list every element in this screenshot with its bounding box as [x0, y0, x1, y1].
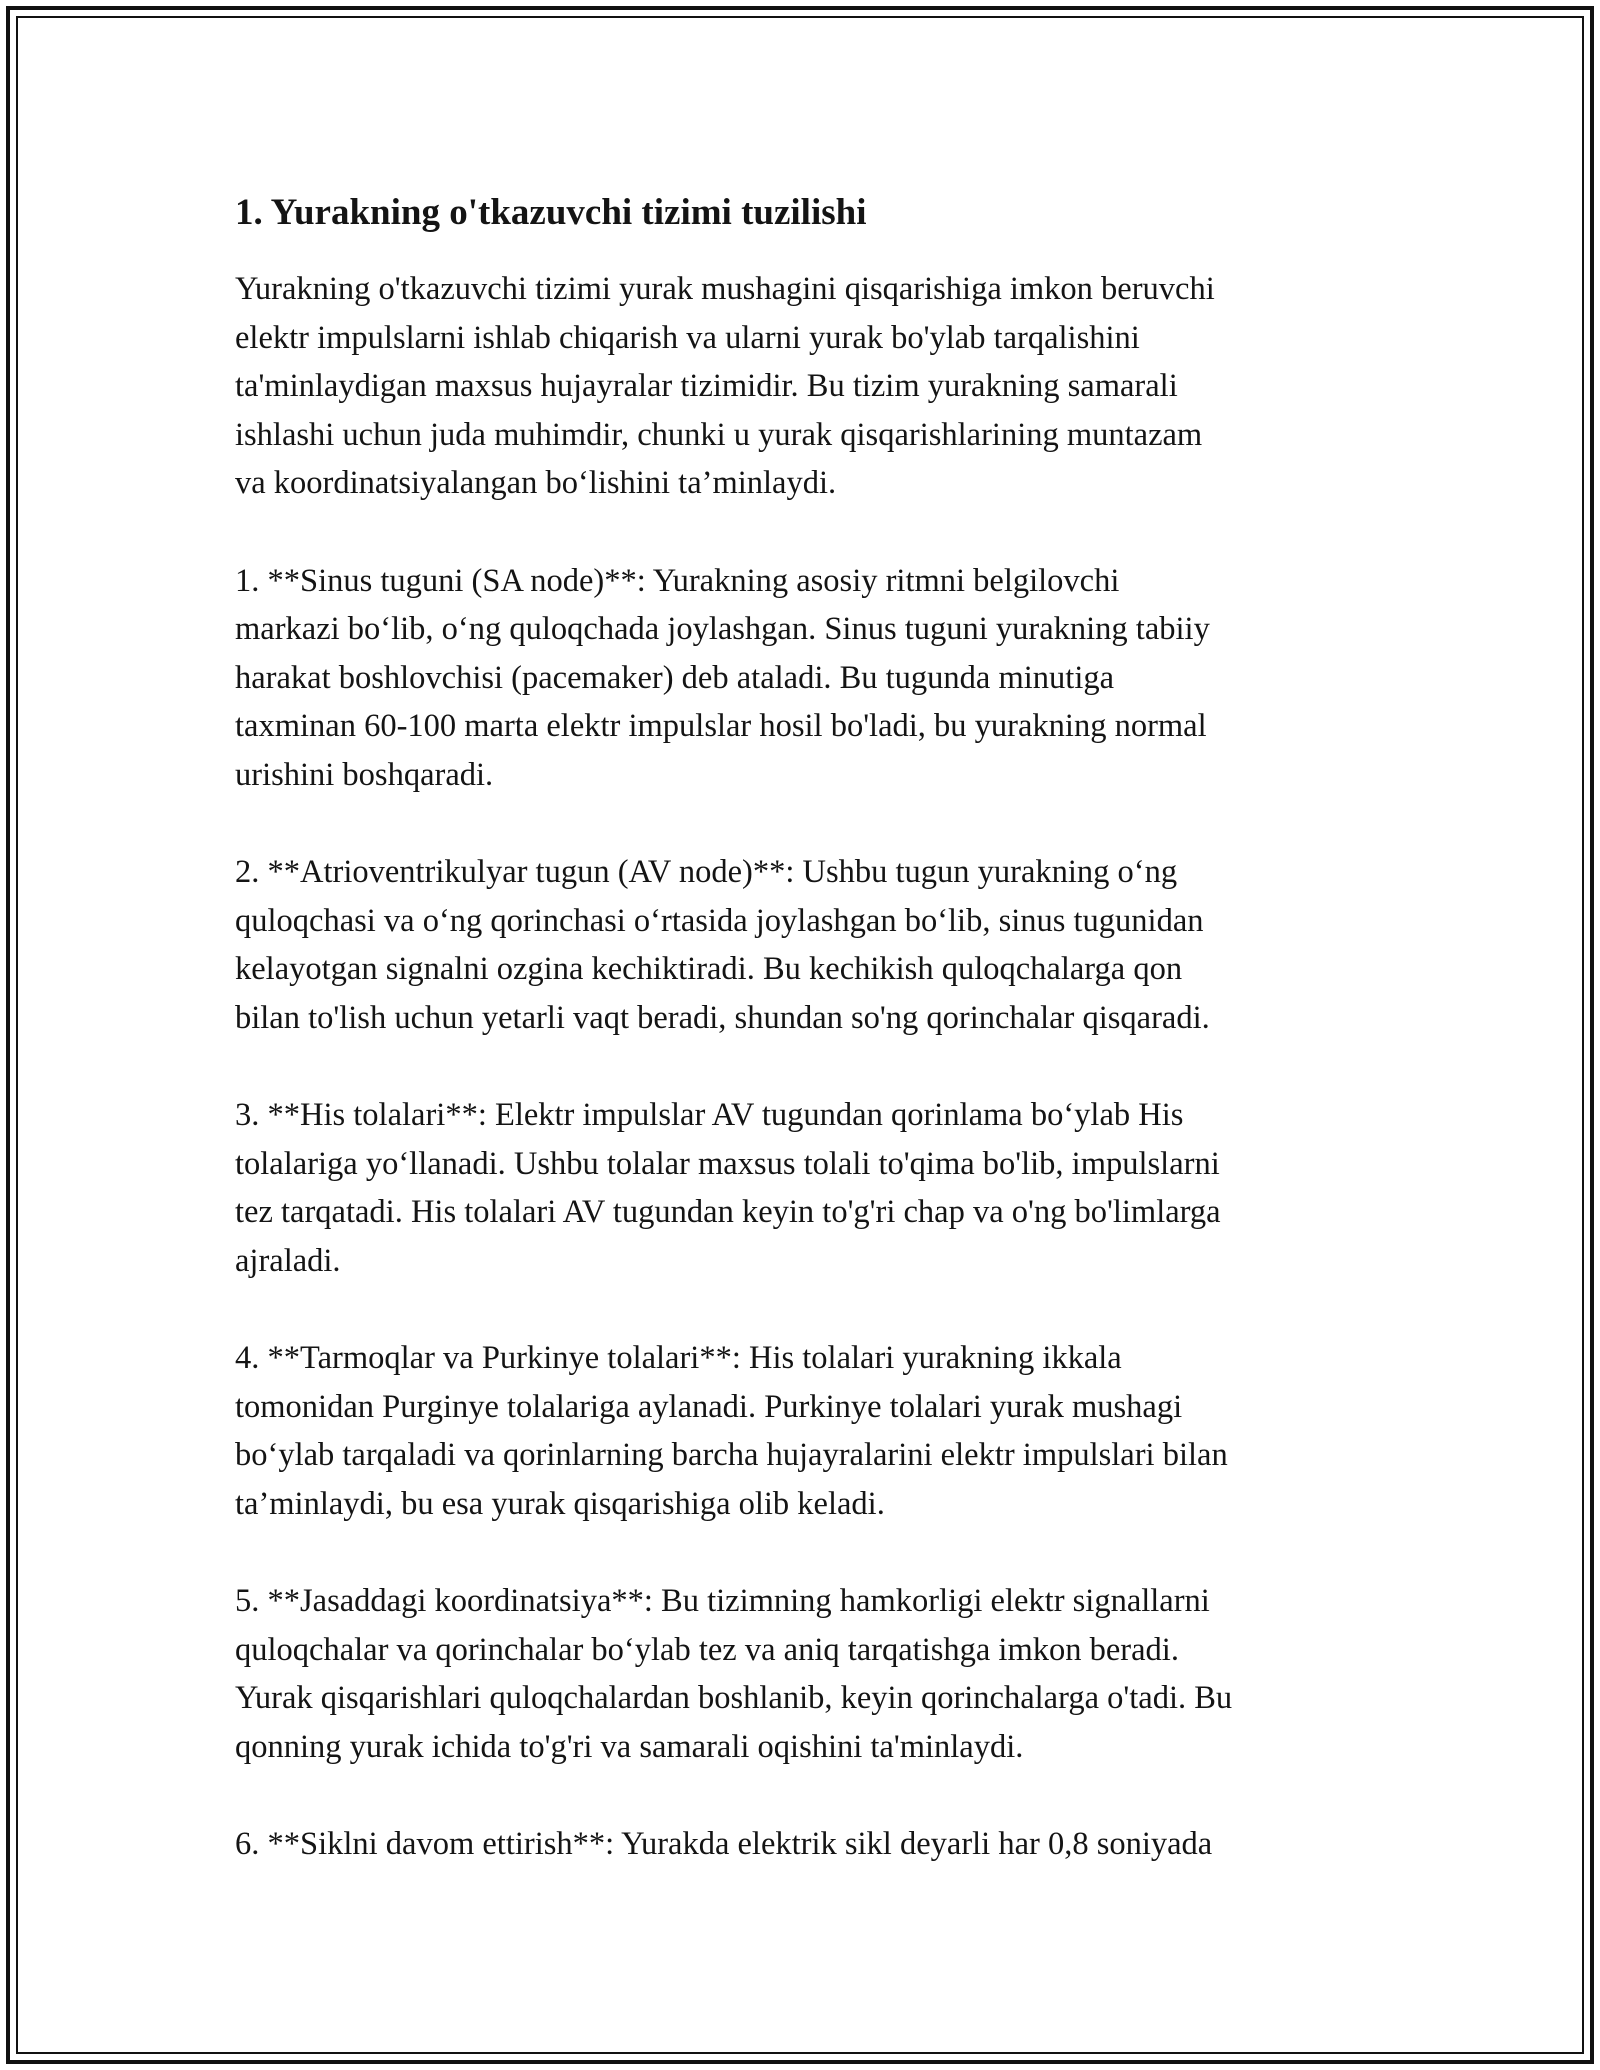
paragraph-line: tomonidan Purginye tolalariga aylanadi. Purkinye tolalari yurak mushagi: [235, 1388, 1183, 1425]
paragraph-line: 4. **Tarmoqlar va Purkinye tolalari**: His tolalari yurakning ikkala: [235, 1340, 1122, 1376]
paragraph-line: 3. **His tolalari**: Elektr impulslar AV tugundan qorinlama bo‘ylab His: [235, 1097, 1184, 1133]
list-item-coordination: [235, 1577, 1375, 1771]
paragraph-line: 5. **Jasaddagi koordinatsiya**: Bu tizimning hamkorligi elektr signallarni: [235, 1583, 1210, 1619]
paragraph-line: va koordinatsiyalangan bo‘lishini ta’minlaydi.: [235, 465, 837, 501]
paragraph-line: bo‘ylab tarqaladi va qorinlarning barcha hujayralarini elektr impulslari bilan: [235, 1437, 1228, 1473]
paragraph-line: bilan to'lish uchun yetarli vaqt beradi, shundan so'ng qorinchalar qisqaradi.: [235, 999, 1210, 1036]
paragraph-line: 2. **Atrioventrikulyar tugun (AV node)**: Ushbu tugun yurakning o‘ng: [235, 854, 1178, 890]
paragraph-line: 6. **Siklni davom ettirish**: Yurakda elektrik sikl deyarli har 0,8 soniyada: [235, 1826, 1213, 1862]
paragraph-line: Yurakning o'tkazuvchi tizimi yurak mushagini qisqarishiga imkon beruvchi: [235, 271, 1215, 307]
paragraph-line: harakat boshlovchisi (pacemaker) deb ataladi. Bu tugunda minutiga: [235, 659, 1115, 696]
paragraph-line: kelayotgan signalni ozgina kechiktiradi. Bu kechikish quloqchalarga qon: [235, 951, 1183, 987]
paragraph-line: tez tarqatadi. His tolalari AV tugundan keyin to'g'ri chap va o'ng bo'limlarga: [235, 1194, 1221, 1230]
paragraph-line: qonning yurak ichida to'g'ri va samarali oqishini ta'minlaydi.: [235, 1728, 1024, 1765]
paragraph-line: ta’minlaydi, bu esa yurak qisqarishiga olib keladi.: [235, 1485, 885, 1522]
paragraph-line: ta'minlaydigan maxsus hujayralar tizimidir. Bu tizim yurakning samarali: [235, 368, 1178, 404]
paragraph-line: tolalariga yo‘llanadi. Ushbu tolalar maxsus tolali to'qima bo'lib, impulslarni: [235, 1145, 1220, 1182]
paragraph-line: 1. **Sinus tuguni (SA node)**: Yurakning asosiy ritmni belgilovchi: [235, 562, 1120, 599]
paragraph-line: Yurak qisqarishlari quloqchalardan boshlanib, keyin qorinchalarga o'tadi. Bu: [235, 1680, 1233, 1716]
paragraph-line: quloqchalar va qorinchalar bo‘ylab tez va aniq tarqatishga imkon beradi.: [235, 1631, 1179, 1668]
document-body: [235, 188, 1375, 1918]
list-item-sinus-node: [235, 557, 1375, 800]
paragraph-line: ajraladi.: [235, 1242, 341, 1279]
list-item-av-node: [235, 848, 1375, 1042]
paragraph-line: taxminan 60-100 marta elektr impulslar hosil bo'ladi, bu yurakning normal: [235, 708, 1207, 744]
list-item-purkinje-fibers: [235, 1334, 1375, 1528]
list-item-cycle: [235, 1820, 1375, 1869]
paragraph-line: markazi bo‘lib, o‘ng quloqchada joylashgan. Sinus tuguni yurakning tabiiy: [235, 611, 1210, 647]
paragraph-line: ishlashi uchun juda muhimdir, chunki u yurak qisqarishlarining muntazam: [235, 416, 1203, 453]
paragraph-line: urishini boshqaradi.: [235, 756, 494, 793]
intro-paragraph: [235, 265, 1375, 508]
paragraph-line: quloqchasi va o‘ng qorinchasi o‘rtasida joylashgan bo‘lib, sinus tugunidan: [235, 902, 1204, 939]
paragraph-line: elektr impulslarni ishlab chiqarish va ularni yurak bo'ylab tarqalishini: [235, 319, 1140, 356]
list-item-his-fibers: [235, 1091, 1375, 1285]
section-heading: 1. Yurakning o'tkazuvchi tizimi tuzilishi: [235, 192, 867, 233]
